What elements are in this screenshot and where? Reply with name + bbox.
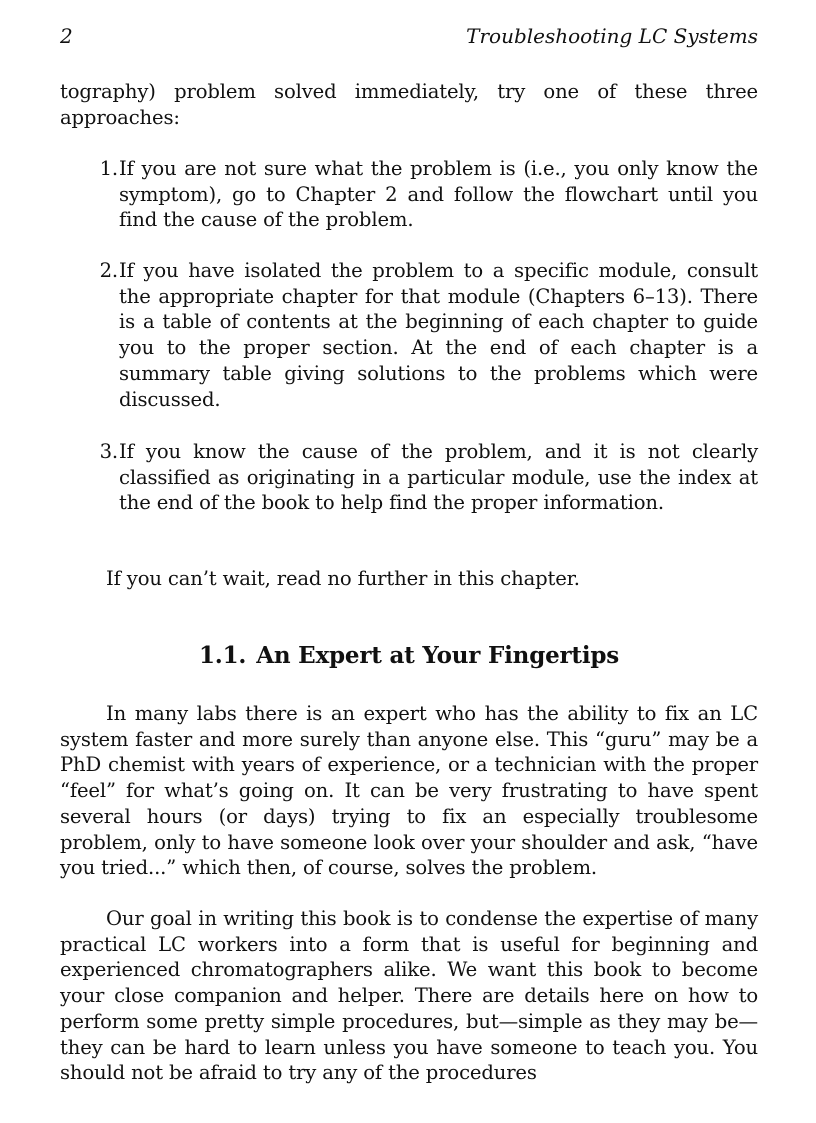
list-item: [60, 258, 758, 412]
section-number: 1.1.: [198, 642, 247, 669]
list-item-text: If you know the cause of the problem, and it is not clearly classified as originating in a particular module, use the index at the end of the book to help find the proper information.: [119, 440, 758, 515]
wait-line: If you can’t wait, read no further in this chapter.: [106, 567, 580, 590]
running-head: [60, 24, 758, 54]
page-number: 2: [60, 24, 73, 48]
body-paragraph: Our goal in writing this book is to condense the expertise of many practical LC workers into a form that is useful for beginning and experienced chromatographers alike. We want this book to become your close companion and helper. There are details here on how to perform some pretty simple procedures, but—simple as they may be—they can be hard to learn unless you have someone to teach you. You should not be afraid to try any of the procedures: [60, 907, 758, 1085]
list-item-number: 1.: [99, 157, 118, 180]
list-item: [60, 439, 758, 516]
section-heading: [60, 642, 758, 669]
section-title: An Expert at Your Fingertips: [256, 642, 620, 669]
list-item-text: If you are not sure what the problem is (i.e., you only know the symptom), go to Chapter 2 and follow the flowchart until you find the cause of the problem.: [119, 157, 758, 232]
list-item-number: 3.: [99, 440, 118, 463]
list-item-number: 2.: [99, 259, 118, 282]
list-item-text: If you have isolated the problem to a specific module, consult the appropriate chapter for that module (Chapters 6–13). There is a table of contents at the beginning of each chapter to guide you to the proper section. At the end of each chapter is a summary table giving solutions to the problems which were discussed.: [119, 259, 758, 411]
list-item: [60, 156, 758, 233]
body-paragraph: In many labs there is an expert who has the ability to fix an LC system faster and more surely than anyone else. This “guru” may be a PhD chemist with years of experience, or a technician with the proper “feel” for what’s going on. It can be very frustrating to have spent several hours (or days) trying to fix an especially troublesome problem, only to have someone look over your shoulder and ask, “have you tried...” which then, of course, solves the problem.: [60, 702, 758, 880]
running-title: Troubleshooting LC Systems: [466, 24, 758, 48]
intro-paragraph: tography) problem solved immediately, try one of these three approaches:: [60, 80, 758, 129]
